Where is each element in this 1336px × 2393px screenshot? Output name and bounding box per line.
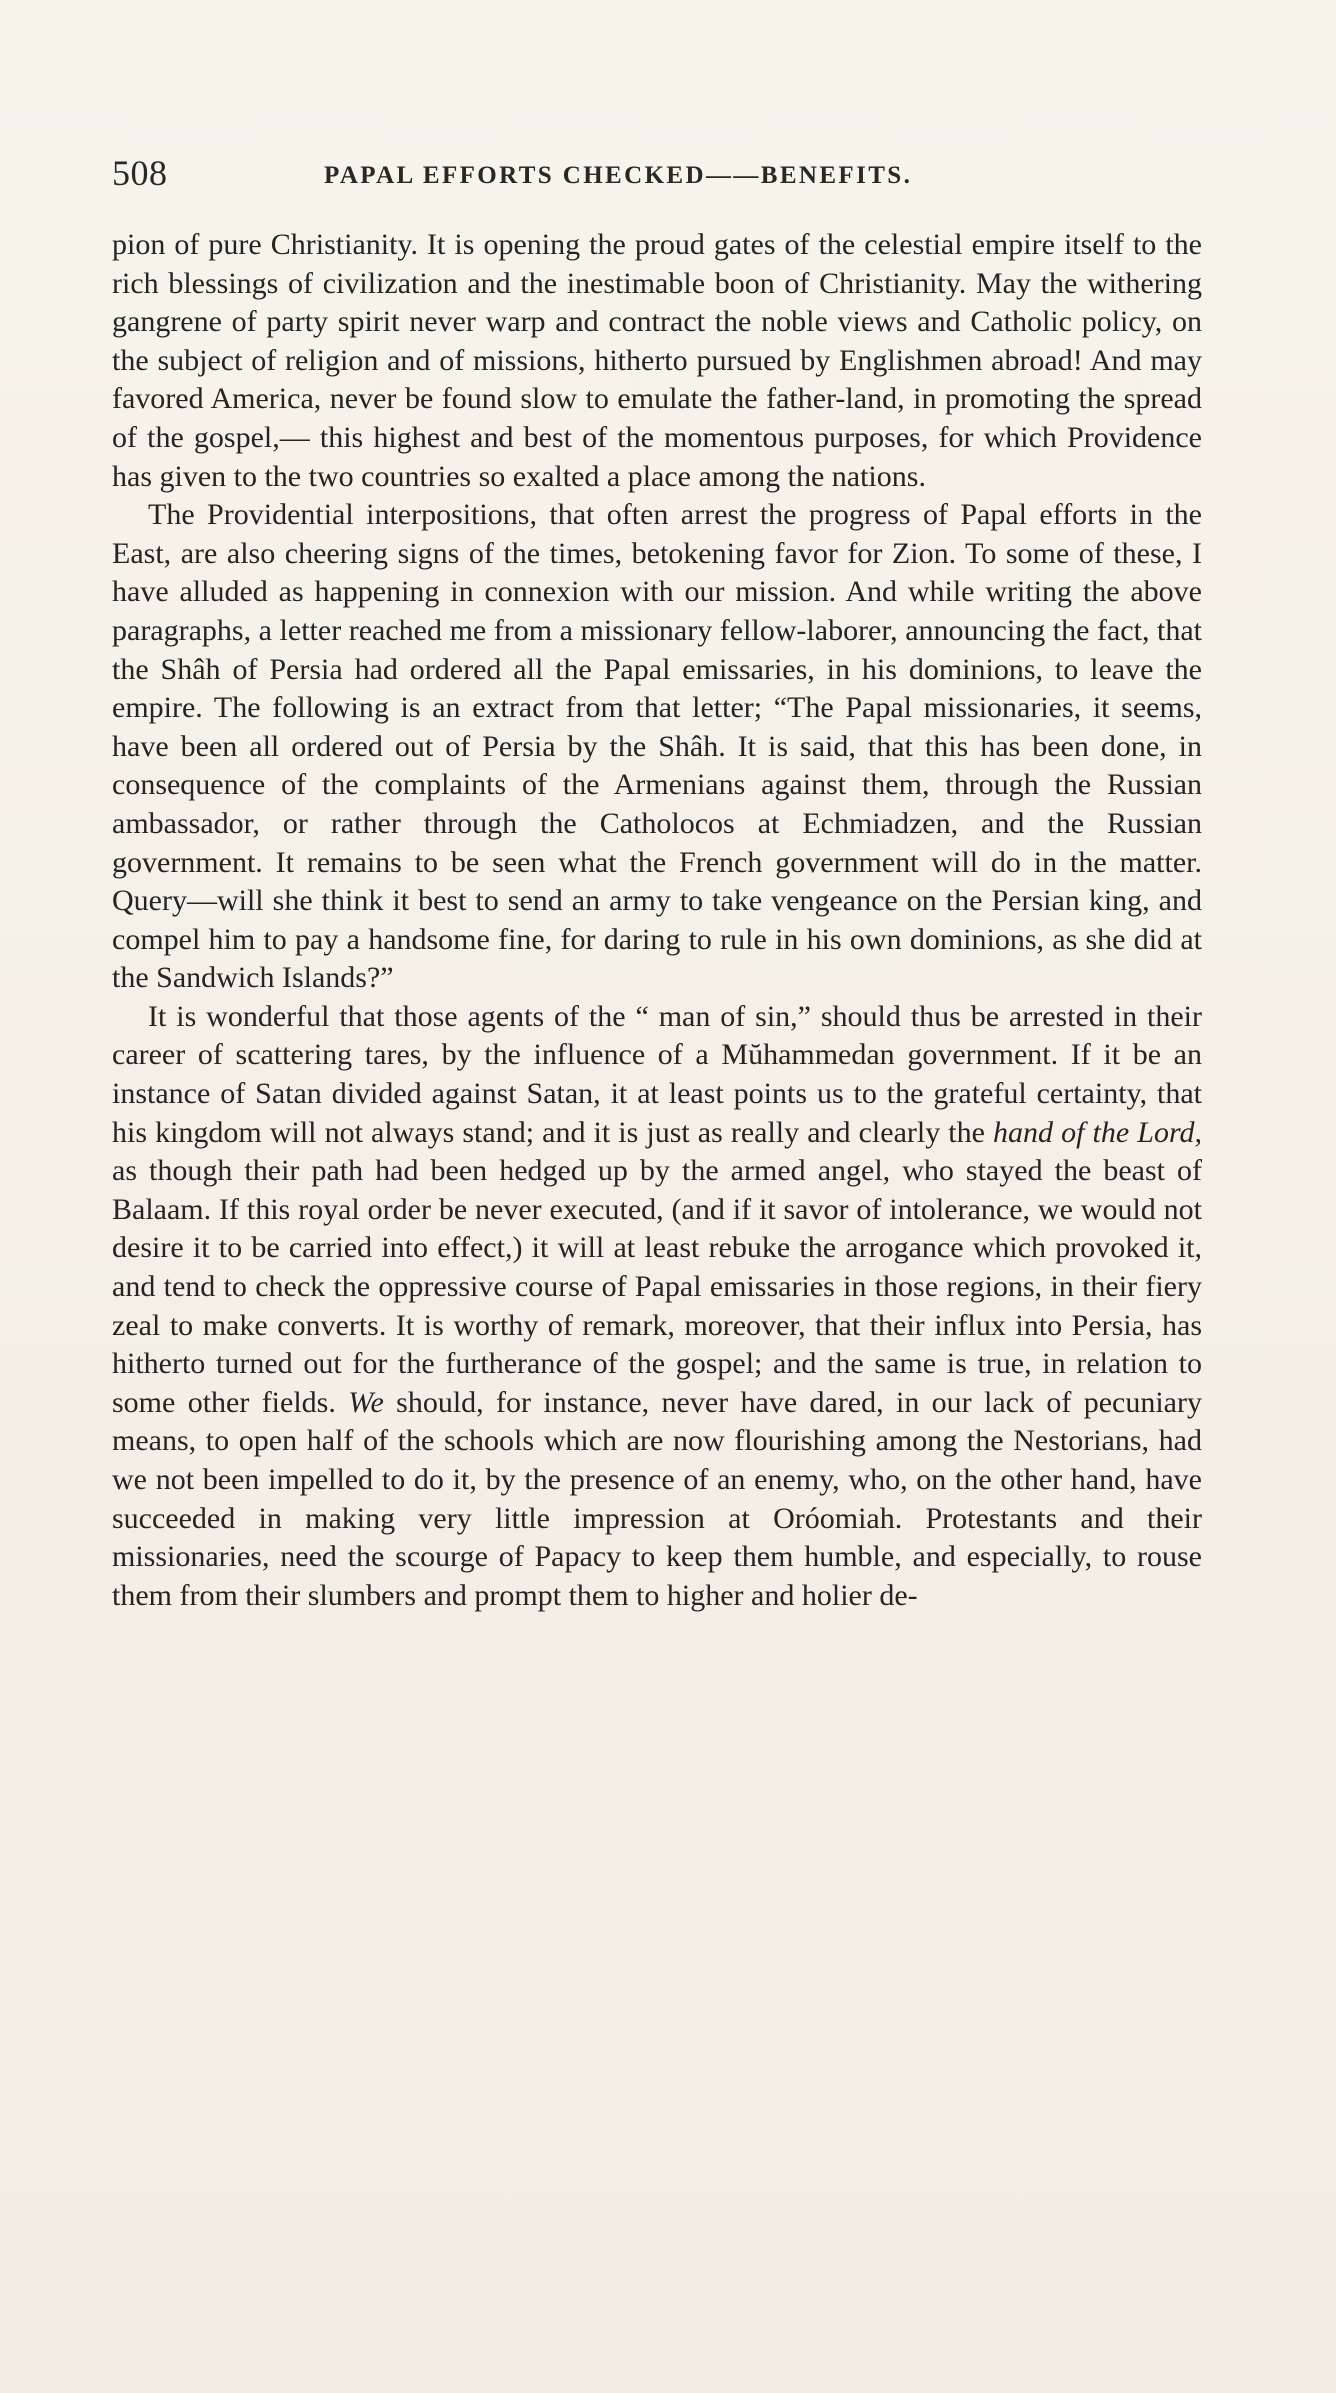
body-text [112, 226, 1202, 1615]
paragraph-text-after: should, for instance, never have dared, in our lack of pecuniary means, to open half of the schools which are now flourishing among the Nestorians, had we not been impelled to do it, by the presence of an enemy, who, on the other hand, have succeeded in making very little impression at Oróomiah. Protestants and their missionaries, need the scourge of Papacy to keep them humble, and especially, to rouse them from their slumbers and prompt them to higher and holier de- [112, 1385, 1202, 1612]
page-number: 508 [112, 153, 168, 193]
paragraph-text-before: It is wonderful that those agents of the “ man of sin,” should thus be arrested in their career of scattering tares, by the influence of a Mŭhammedan government. If it be an instance of Satan divided against Satan, it at least points us to the grateful certainty, that his kingdom will not always stand; and it is just as really and clearly the [112, 999, 1202, 1149]
paragraph-agents-of-sin [112, 998, 1202, 1616]
paragraph-continuation: pion of pure Christianity. It is opening the proud gates of the celestial empire itself to the rich blessings of civilization and the inestimable boon of Christianity. May the withering gangrene of party spirit never warp and contract the noble views and Catholic policy, on the subject of religion and of missions, hitherto pursued by Englishmen abroad! And may favored America, never be found slow to emulate the father-land, in promoting the spread of the gospel,— this highest and best of the momentous purposes, for which Providence has given to the two countries so exalted a place among the nations. [112, 228, 1202, 493]
paragraph-providential-interpositions: The Providential interpositions, that often arrest the progress of Papal efforts in the East, are also cheering signs of the times, betokening favor for Zion. To some of these, I have alluded as happening in connexion with our mission. And while writing the above paragraphs, a letter reached me from a missionary fellow-laborer, announcing the fact, that the Shâh of Persia had ordered all the Papal emissaries, in his dominions, to leave the empire. The following is an extract from that letter; “The Papal missionaries, it seems, have been all ordered out of Persia by the Shâh. It is said, that this has been done, in consequence of the complaints of the Armenians against them, through the Russian ambassador, or rather through the Catholocos at Echmiadzen, and the Russian government. It remains to be seen what the French government will do in the matter. Query—will she think it best to send an army to take vengeance on the Persian king, and compel him to pay a handsome fine, for daring to rule in his own dominions, as she did at the Sandwich Islands?” [112, 498, 1202, 995]
paragraph-text-middle: as though their path had been hedged up by the armed angel, who stayed the beast of Balaam. If this royal order be never executed, (and if it savor of intolerance, we would not desire it to be carried into effect,) it will at least rebuke the arrogance which provoked it, and tend to check the oppressive course of Papal emissaries in those regions, in their fiery zeal to make converts. It is worthy of remark, moreover, that their influx into Persia, has hitherto turned out for the furtherance of the gospel; and the same is true, in relation to some other fields. [112, 1154, 1202, 1419]
running-title: PAPAL EFFORTS CHECKED——BENEFITS. [324, 162, 913, 189]
page-header [112, 152, 1202, 202]
emphasis-we: We [348, 1385, 384, 1419]
emphasis-hand-of-the-lord: hand of the Lord, [993, 1115, 1202, 1149]
